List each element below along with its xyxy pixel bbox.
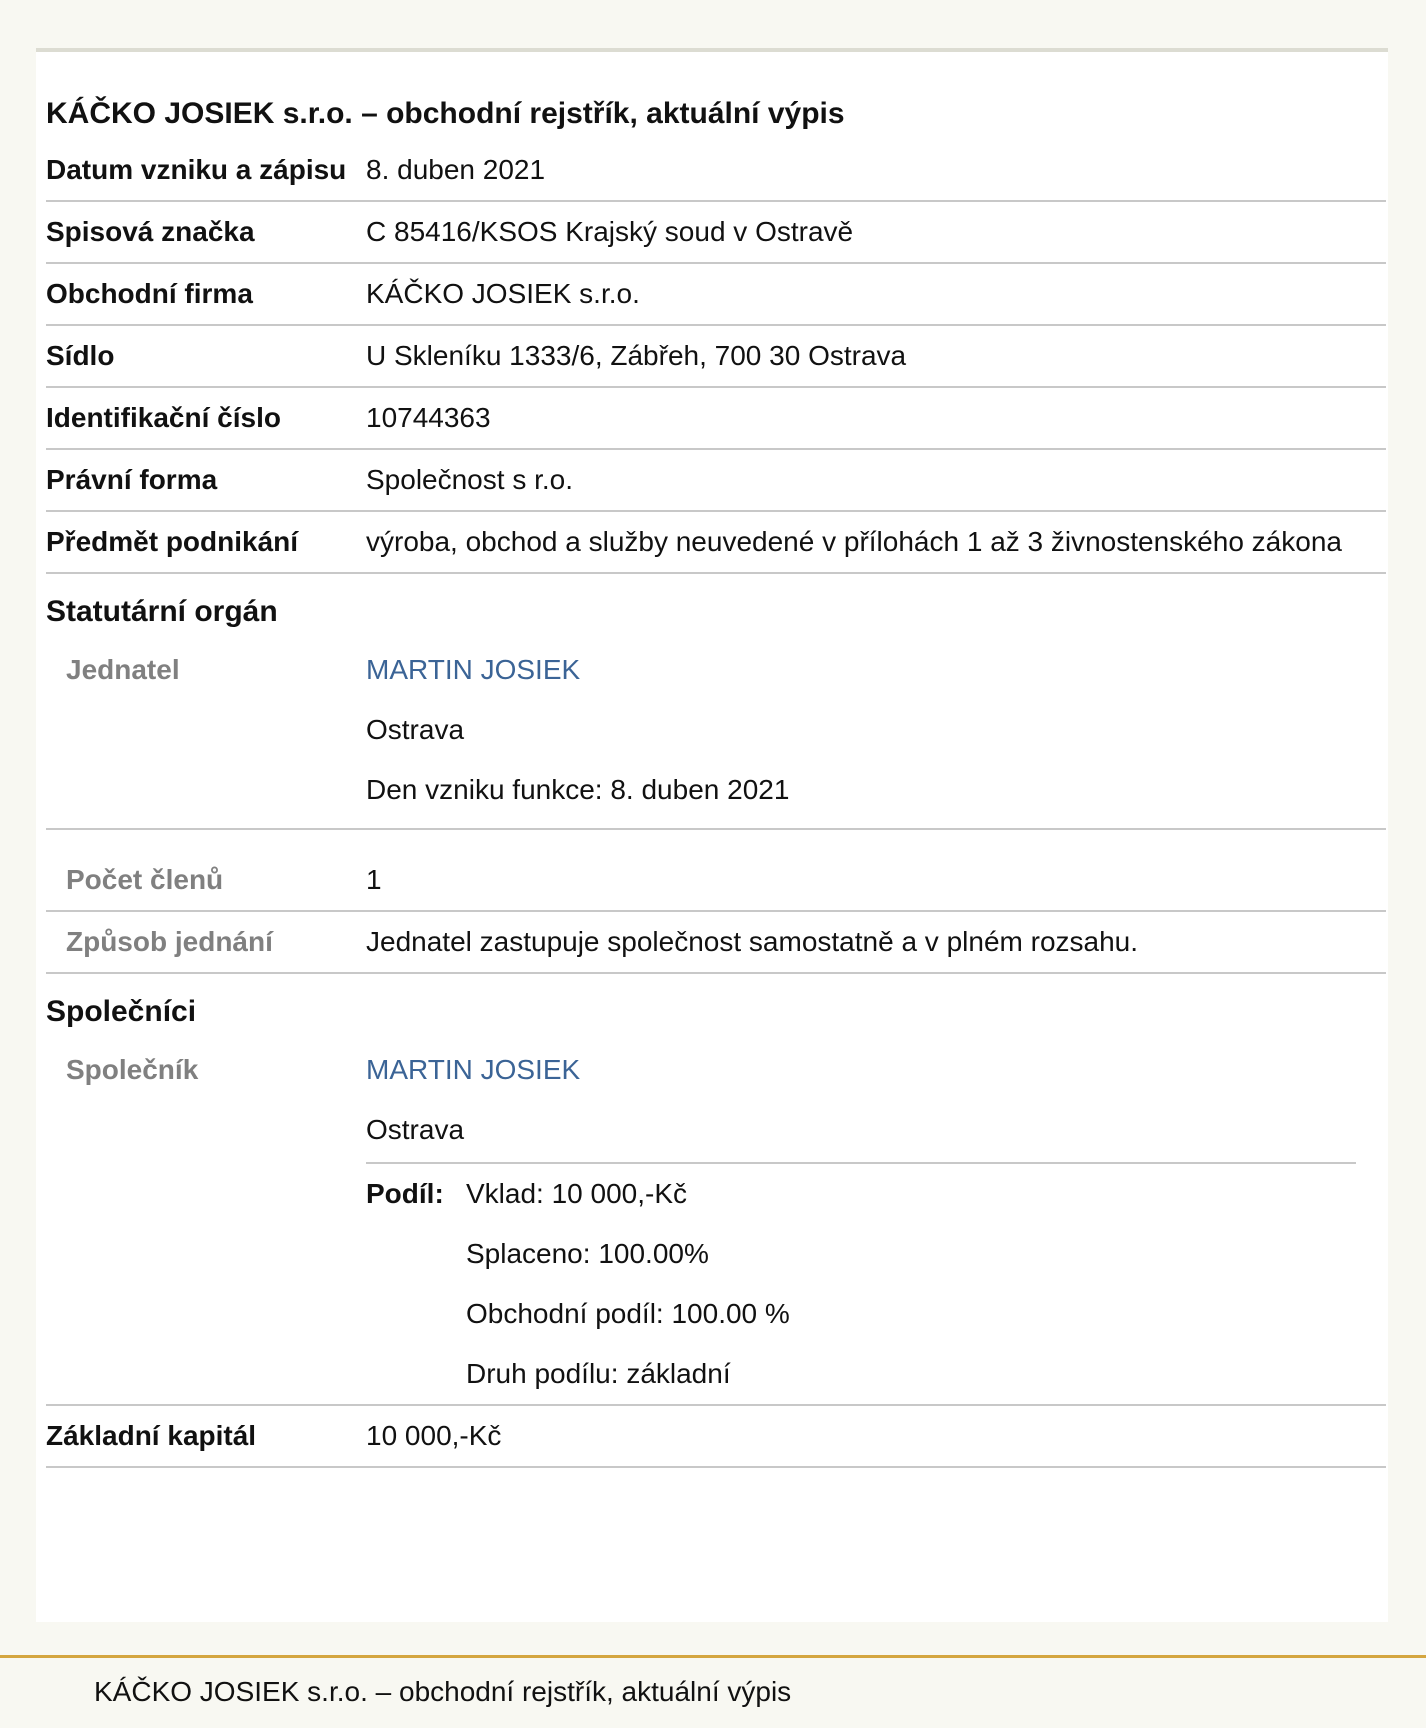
person-function-since: Den vzniku funkce: 8. duben 2021 (366, 774, 790, 805)
register-content (46, 92, 1386, 1468)
sub-label: Společník (46, 1040, 366, 1405)
row-label: Základní kapitál (46, 1405, 366, 1467)
row-label: Spisová značka (46, 201, 366, 263)
register-card (36, 48, 1388, 1622)
page-footer (0, 1655, 1426, 1728)
share-business-share: Obchodní podíl: 100.00 % (466, 1298, 790, 1329)
section-heading: Statutární orgán (46, 595, 278, 628)
row-spisova-znacka (46, 201, 1386, 263)
row-spolecnik (46, 1040, 1386, 1405)
row-sidlo (46, 325, 1386, 387)
share-values (466, 1164, 790, 1404)
share-label: Podíl: (366, 1178, 444, 1209)
person-block (366, 1040, 1386, 1405)
row-label: Právní forma (46, 449, 366, 511)
sub-label: Počet členů (46, 829, 366, 911)
row-value: U Skleníku 1333/6, Zábřeh, 700 30 Ostrava (366, 325, 1386, 387)
row-value: C 85416/KSOS Krajský soud v Ostravě (366, 201, 1386, 263)
share-type: Druh podílu: základní (466, 1358, 731, 1389)
sub-label: Způsob jednání (46, 911, 366, 973)
person-name-link[interactable]: MARTIN JOSIEK (366, 654, 581, 685)
footer-title: KÁČKO JOSIEK s.r.o. – obchodní rejstřík, aktuální výpis (94, 1676, 792, 1707)
row-value: KÁČKO JOSIEK s.r.o. (366, 263, 1386, 325)
row-value: 8. duben 2021 (366, 140, 1386, 201)
person-block (366, 640, 1386, 829)
row-pravni-forma (46, 449, 1386, 511)
row-jednatel (46, 640, 1386, 829)
row-label: Datum vzniku a zápisu (46, 140, 366, 201)
row-value: Společnost s r.o. (366, 449, 1386, 511)
row-ico (46, 387, 1386, 449)
person-name-link[interactable]: MARTIN JOSIEK (366, 1054, 581, 1085)
row-datum-vzniku (46, 140, 1386, 201)
row-predmet-podnikani (46, 511, 1386, 573)
sub-label: Jednatel (46, 640, 366, 829)
row-value: Jednatel zastupuje společnost samostatně a v plném rozsahu. (366, 911, 1386, 973)
row-label: Předmět podnikání (46, 511, 366, 573)
person-city: Ostrava (366, 714, 465, 745)
row-value: výroba, obchod a služby neuvedené v přílohách 1 až 3 živnostenského zákona (366, 511, 1386, 573)
page-title: KÁČKO JOSIEK s.r.o. – obchodní rejstřík, aktuální výpis (46, 97, 845, 130)
person-city: Ostrava (366, 1114, 465, 1145)
row-zpusob-jednani (46, 911, 1386, 973)
section-statutarni-organ (46, 573, 1386, 640)
row-zakladni-kapital (46, 1405, 1386, 1467)
section-spolecnici (46, 973, 1386, 1040)
section-heading: Společníci (46, 995, 197, 1028)
row-obchodni-firma (46, 263, 1386, 325)
row-value: 10744363 (366, 387, 1386, 449)
row-value: 10 000,-Kč (366, 1405, 1386, 1467)
row-label: Identifikační číslo (46, 387, 366, 449)
share-paid: Splaceno: 100.00% (466, 1238, 709, 1269)
share-block (366, 1162, 1356, 1404)
register-table (46, 140, 1386, 1468)
row-pocet-clenu (46, 829, 1386, 911)
share-deposit: Vklad: 10 000,-Kč (466, 1178, 688, 1209)
row-label: Obchodní firma (46, 263, 366, 325)
row-label: Sídlo (46, 325, 366, 387)
row-value: 1 (366, 829, 1386, 911)
